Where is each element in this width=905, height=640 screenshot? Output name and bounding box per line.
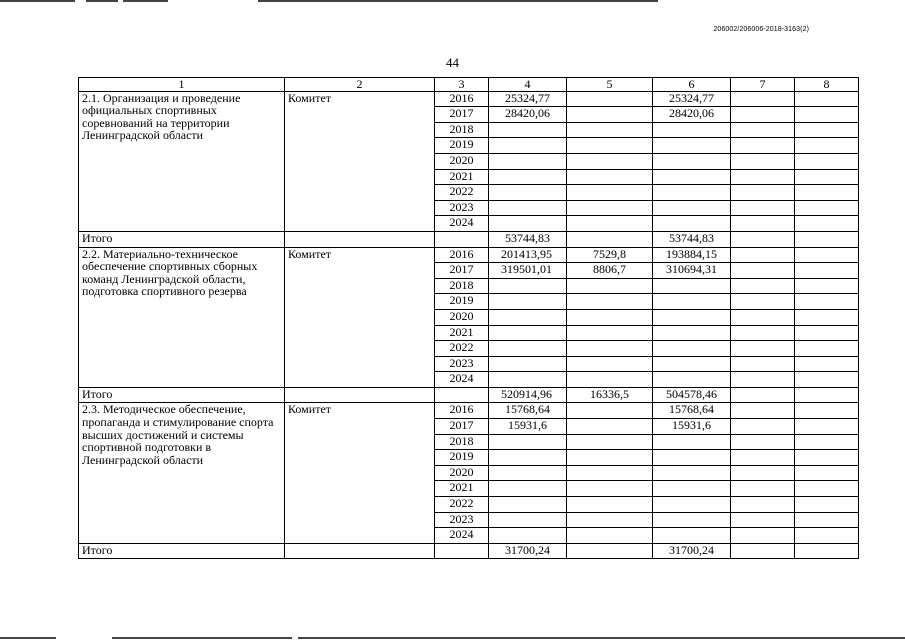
total-value-cell xyxy=(795,231,859,247)
measure-name: 2.1. Организация и проведение официальных спортивных соревнований на территории Ленинградской области xyxy=(79,91,285,231)
value-cell xyxy=(795,216,859,232)
value-cell xyxy=(567,341,653,357)
value-cell xyxy=(567,372,653,388)
year-cell: 2016 xyxy=(435,403,489,419)
value-cell xyxy=(567,107,653,123)
total-row xyxy=(79,231,859,247)
value-cell xyxy=(731,263,795,279)
total-value-cell xyxy=(731,543,795,559)
value-cell xyxy=(795,263,859,279)
value-cell xyxy=(653,309,731,325)
value-cell xyxy=(567,153,653,169)
value-cell xyxy=(653,185,731,201)
value-cell xyxy=(731,278,795,294)
measure-name: 2.3. Методическое обеспечение, пропаганда и стимулирование спорта высших достижений и системы спортивной подготовки в Ленинградской области xyxy=(79,403,285,543)
value-cell xyxy=(567,419,653,435)
value-cell xyxy=(795,356,859,372)
value-cell xyxy=(489,356,567,372)
year-cell: 2016 xyxy=(435,247,489,263)
value-cell xyxy=(567,512,653,528)
year-cell: 2019 xyxy=(435,450,489,466)
value-cell xyxy=(653,481,731,497)
total-value-cell xyxy=(731,387,795,403)
total-row xyxy=(79,387,859,403)
value-cell xyxy=(567,481,653,497)
page-number: 44 xyxy=(446,55,459,70)
total-value-cell: 31700,24 xyxy=(653,543,731,559)
year-cell: 2021 xyxy=(435,481,489,497)
year-cell: 2016 xyxy=(435,91,489,107)
value-cell xyxy=(653,465,731,481)
value-cell xyxy=(567,200,653,216)
year-cell: 2019 xyxy=(435,294,489,310)
year-cell: 2017 xyxy=(435,419,489,435)
value-cell xyxy=(795,481,859,497)
value-cell xyxy=(489,122,567,138)
value-cell xyxy=(567,528,653,544)
value-cell xyxy=(567,309,653,325)
value-cell xyxy=(795,138,859,154)
year-cell: 2018 xyxy=(435,122,489,138)
value-cell xyxy=(489,138,567,154)
value-cell xyxy=(653,278,731,294)
value-cell xyxy=(489,309,567,325)
value-cell xyxy=(489,153,567,169)
year-cell: 2017 xyxy=(435,107,489,123)
value-cell xyxy=(731,153,795,169)
value-cell xyxy=(795,465,859,481)
value-cell xyxy=(795,403,859,419)
value-cell xyxy=(731,247,795,263)
value-cell xyxy=(795,372,859,388)
value-cell: 15768,64 xyxy=(653,403,731,419)
value-cell xyxy=(653,122,731,138)
value-cell xyxy=(653,325,731,341)
value-cell xyxy=(795,122,859,138)
year-cell: 2017 xyxy=(435,263,489,279)
value-cell: 28420,06 xyxy=(489,107,567,123)
value-cell xyxy=(567,450,653,466)
year-cell: 2024 xyxy=(435,372,489,388)
value-cell xyxy=(795,528,859,544)
value-cell xyxy=(731,372,795,388)
value-cell xyxy=(795,185,859,201)
value-cell xyxy=(731,356,795,372)
executor-name: Комитет xyxy=(285,403,435,543)
table-row xyxy=(79,247,859,263)
value-cell xyxy=(795,341,859,357)
value-cell: 319501,01 xyxy=(489,263,567,279)
value-cell xyxy=(795,200,859,216)
value-cell xyxy=(731,450,795,466)
value-cell xyxy=(567,465,653,481)
total-year-empty xyxy=(435,387,489,403)
value-cell: 310694,31 xyxy=(653,263,731,279)
column-number: 3 xyxy=(435,78,489,92)
value-cell xyxy=(731,497,795,513)
value-cell xyxy=(731,216,795,232)
value-cell xyxy=(731,465,795,481)
year-cell: 2023 xyxy=(435,200,489,216)
total-value-cell: 53744,83 xyxy=(489,231,567,247)
year-cell: 2021 xyxy=(435,169,489,185)
value-cell xyxy=(795,497,859,513)
value-cell: 25324,77 xyxy=(489,91,567,107)
value-cell xyxy=(653,372,731,388)
value-cell xyxy=(795,325,859,341)
value-cell xyxy=(731,185,795,201)
value-cell xyxy=(653,216,731,232)
value-cell: 15768,64 xyxy=(489,403,567,419)
value-cell xyxy=(489,278,567,294)
total-executor-empty xyxy=(285,543,435,559)
value-cell xyxy=(567,185,653,201)
value-cell xyxy=(567,403,653,419)
year-cell: 2023 xyxy=(435,512,489,528)
value-cell xyxy=(653,200,731,216)
value-cell xyxy=(489,185,567,201)
value-cell xyxy=(731,419,795,435)
value-cell xyxy=(795,512,859,528)
total-row xyxy=(79,543,859,559)
value-cell xyxy=(653,356,731,372)
total-value-cell xyxy=(795,543,859,559)
value-cell xyxy=(489,450,567,466)
value-cell xyxy=(731,434,795,450)
value-cell xyxy=(567,434,653,450)
year-cell: 2018 xyxy=(435,278,489,294)
value-cell xyxy=(653,138,731,154)
value-cell: 25324,77 xyxy=(653,91,731,107)
value-cell xyxy=(489,200,567,216)
value-cell xyxy=(731,122,795,138)
value-cell xyxy=(653,450,731,466)
total-year-empty xyxy=(435,231,489,247)
total-value-cell xyxy=(731,231,795,247)
value-cell xyxy=(489,497,567,513)
value-cell xyxy=(489,465,567,481)
value-cell xyxy=(731,512,795,528)
total-executor-empty xyxy=(285,231,435,247)
column-number: 1 xyxy=(79,78,285,92)
total-value-cell xyxy=(795,387,859,403)
value-cell xyxy=(795,247,859,263)
value-cell xyxy=(489,512,567,528)
column-number-row xyxy=(79,78,859,92)
year-cell: 2020 xyxy=(435,309,489,325)
value-cell: 193884,15 xyxy=(653,247,731,263)
value-cell xyxy=(795,419,859,435)
value-cell xyxy=(489,169,567,185)
value-cell xyxy=(489,325,567,341)
column-number: 7 xyxy=(731,78,795,92)
executor-name: Комитет xyxy=(285,247,435,387)
year-cell: 2024 xyxy=(435,216,489,232)
value-cell xyxy=(653,434,731,450)
value-cell xyxy=(731,309,795,325)
value-cell xyxy=(567,497,653,513)
year-cell: 2023 xyxy=(435,356,489,372)
total-executor-empty xyxy=(285,387,435,403)
document-registration-number: 206002/206006-2018-3163(2) xyxy=(713,26,809,33)
total-value-cell: 504578,46 xyxy=(653,387,731,403)
column-number: 5 xyxy=(567,78,653,92)
column-number: 8 xyxy=(795,78,859,92)
value-cell xyxy=(731,107,795,123)
value-cell xyxy=(567,91,653,107)
value-cell xyxy=(489,216,567,232)
value-cell: 15931,6 xyxy=(489,419,567,435)
year-cell: 2022 xyxy=(435,185,489,201)
value-cell xyxy=(653,341,731,357)
value-cell xyxy=(731,325,795,341)
table-body xyxy=(79,78,859,559)
total-label: Итого xyxy=(79,387,285,403)
value-cell xyxy=(489,341,567,357)
value-cell xyxy=(489,528,567,544)
value-cell xyxy=(795,434,859,450)
total-value-cell: 520914,96 xyxy=(489,387,567,403)
value-cell xyxy=(731,481,795,497)
value-cell xyxy=(489,372,567,388)
value-cell xyxy=(567,216,653,232)
value-cell xyxy=(653,528,731,544)
total-year-empty xyxy=(435,543,489,559)
value-cell xyxy=(489,434,567,450)
value-cell xyxy=(567,138,653,154)
value-cell: 8806,7 xyxy=(567,263,653,279)
year-cell: 2024 xyxy=(435,528,489,544)
value-cell xyxy=(795,91,859,107)
value-cell xyxy=(567,278,653,294)
year-cell: 2020 xyxy=(435,153,489,169)
year-cell: 2021 xyxy=(435,325,489,341)
value-cell xyxy=(731,91,795,107)
value-cell xyxy=(731,341,795,357)
year-cell: 2022 xyxy=(435,341,489,357)
value-cell xyxy=(731,528,795,544)
scan-edge-bottom xyxy=(0,636,905,640)
year-cell: 2020 xyxy=(435,465,489,481)
value-cell xyxy=(731,200,795,216)
value-cell xyxy=(731,169,795,185)
value-cell xyxy=(795,107,859,123)
value-cell xyxy=(567,356,653,372)
table-row xyxy=(79,403,859,419)
value-cell xyxy=(653,169,731,185)
value-cell: 28420,06 xyxy=(653,107,731,123)
value-cell: 201413,95 xyxy=(489,247,567,263)
column-number: 6 xyxy=(653,78,731,92)
value-cell xyxy=(653,153,731,169)
value-cell xyxy=(653,497,731,513)
total-value-cell: 53744,83 xyxy=(653,231,731,247)
value-cell xyxy=(731,138,795,154)
scan-edge-top xyxy=(0,0,905,4)
total-value-cell: 16336,5 xyxy=(567,387,653,403)
year-cell: 2019 xyxy=(435,138,489,154)
value-cell xyxy=(567,325,653,341)
value-cell xyxy=(795,153,859,169)
year-cell: 2018 xyxy=(435,434,489,450)
total-value-cell xyxy=(567,543,653,559)
funding-table xyxy=(78,77,859,559)
value-cell xyxy=(653,512,731,528)
value-cell xyxy=(567,294,653,310)
measure-name: 2.2. Материально-техническое обеспечение спортивных сборных команд Ленинградской области, подготовка спортивного резерва xyxy=(79,247,285,387)
executor-name: Комитет xyxy=(285,91,435,231)
value-cell xyxy=(567,169,653,185)
value-cell xyxy=(795,294,859,310)
value-cell xyxy=(567,122,653,138)
total-label: Итого xyxy=(79,543,285,559)
total-value-cell: 31700,24 xyxy=(489,543,567,559)
value-cell xyxy=(489,294,567,310)
value-cell xyxy=(653,294,731,310)
value-cell xyxy=(795,169,859,185)
value-cell xyxy=(731,403,795,419)
value-cell: 15931,6 xyxy=(653,419,731,435)
column-number: 2 xyxy=(285,78,435,92)
value-cell xyxy=(795,450,859,466)
value-cell: 7529,8 xyxy=(567,247,653,263)
value-cell xyxy=(795,309,859,325)
year-cell: 2022 xyxy=(435,497,489,513)
value-cell xyxy=(795,278,859,294)
value-cell xyxy=(731,294,795,310)
total-label: Итого xyxy=(79,231,285,247)
table-row xyxy=(79,91,859,107)
value-cell xyxy=(489,481,567,497)
column-number: 4 xyxy=(489,78,567,92)
total-value-cell xyxy=(567,231,653,247)
